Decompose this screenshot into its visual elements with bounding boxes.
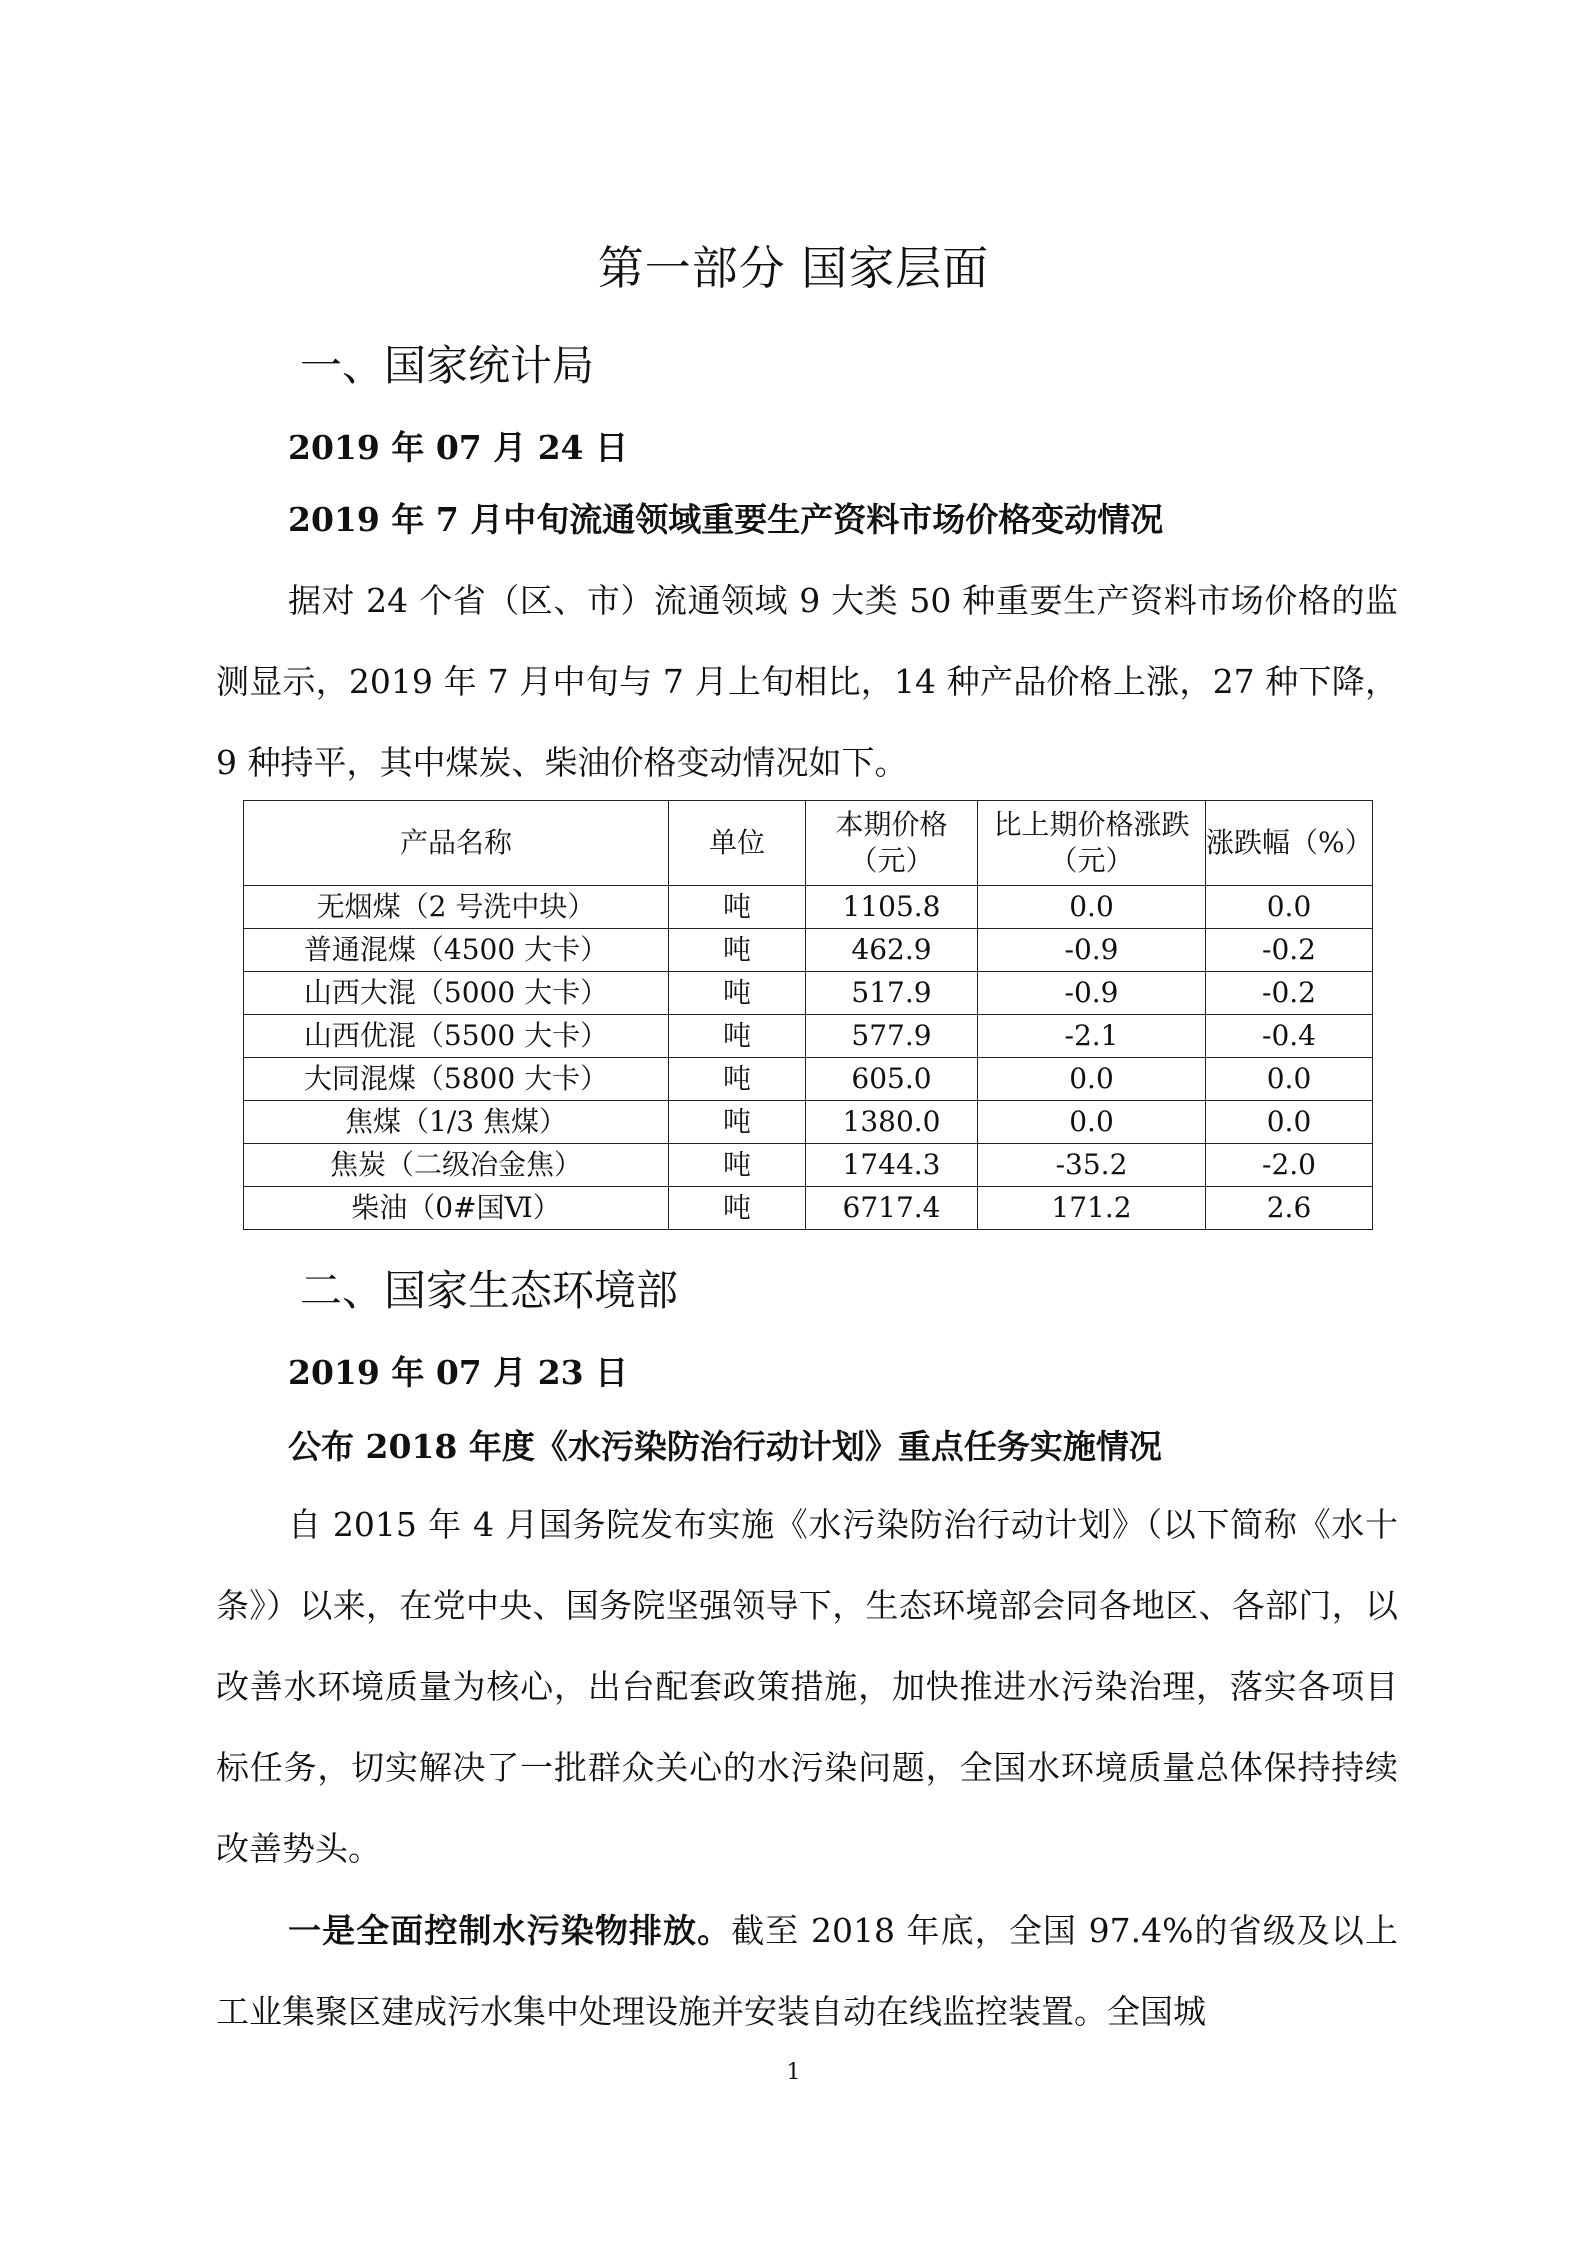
cell-unit: 吨	[669, 929, 806, 972]
cell-price: 1744.3	[806, 1144, 978, 1187]
table-row	[244, 886, 1373, 929]
cell-product: 柴油（0#国Ⅵ）	[244, 1187, 669, 1230]
cell-change: -0.9	[978, 972, 1206, 1015]
cell-product: 山西优混（5500 大卡）	[244, 1015, 669, 1058]
part-title: 第一部分 国家层面	[597, 241, 990, 295]
table-row	[244, 1058, 1373, 1101]
cell-price: 605.0	[806, 1058, 978, 1101]
cell-product: 山西大混（5000 大卡）	[244, 972, 669, 1015]
cell-percent: 0.0	[1206, 1101, 1373, 1144]
table-header-row	[244, 801, 1373, 886]
cell-change: 0.0	[978, 1058, 1206, 1101]
header-price-change: 比上期价格涨跌（元）	[978, 801, 1206, 886]
cell-price: 1380.0	[806, 1101, 978, 1144]
table-row	[244, 972, 1373, 1015]
cell-price: 6717.4	[806, 1187, 978, 1230]
article-headline: 2019 年 7 月中旬流通领域重要生产资料市场价格变动情况	[288, 500, 1164, 539]
cell-percent: 2.6	[1206, 1187, 1373, 1230]
section-date: 2019 年 07 月 24 日	[288, 428, 629, 467]
cell-price: 1105.8	[806, 886, 978, 929]
paragraph-lead-bold: 一是全面控制水污染物排放。	[288, 1911, 732, 1950]
cell-product: 焦炭（二级冶金焦）	[244, 1144, 669, 1187]
header-unit: 单位	[669, 801, 806, 886]
cell-percent: -2.0	[1206, 1144, 1373, 1187]
table-row	[244, 1101, 1373, 1144]
page-number: 1	[786, 2060, 801, 2085]
cell-product: 大同混煤（5800 大卡）	[244, 1058, 669, 1101]
cell-price: 462.9	[806, 929, 978, 972]
cell-change: -0.9	[978, 929, 1206, 972]
cell-percent: -0.2	[1206, 929, 1373, 972]
article-paragraph: 自 2015 年 4 月国务院发布实施《水污染防治行动计划》（以下简称《水十条》）以来，在党中央、国务院坚强领导下，生态环境部会同各地区、各部门，以改善水环境质量为核心，出台配套政策措施，加快推进水污染治理，落实各项目标任务，切实解决了一批群众关心的水污染问题，全国水环境质量总体保持持续改善势头。	[216, 1505, 1398, 1868]
table-row	[244, 1015, 1373, 1058]
table-row	[244, 1187, 1373, 1230]
cell-unit: 吨	[669, 886, 806, 929]
cell-product: 普通混煤（4500 大卡）	[244, 929, 669, 972]
cell-percent: 0.0	[1206, 1058, 1373, 1101]
cell-price: 577.9	[806, 1015, 978, 1058]
cell-change: -35.2	[978, 1144, 1206, 1187]
cell-unit: 吨	[669, 1058, 806, 1101]
cell-change: 0.0	[978, 1101, 1206, 1144]
article-paragraph: 据对 24 个省（区、市）流通领域 9 大类 50 种重要生产资料市场价格的监测显示，2019 年 7 月中旬与 7 月上旬相比，14 种产品价格上涨，27 种下降，9 种持平，其中煤炭、柴油价格变动情况如下。	[216, 581, 1398, 782]
table-row	[244, 1144, 1373, 1187]
cell-unit: 吨	[669, 1101, 806, 1144]
article-paragraph	[216, 1890, 1398, 2052]
table-row	[244, 929, 1373, 972]
header-product-name: 产品名称	[244, 801, 669, 886]
cell-change: 0.0	[978, 886, 1206, 929]
cell-percent: 0.0	[1206, 886, 1373, 929]
cell-unit: 吨	[669, 1144, 806, 1187]
cell-product: 无烟煤（2 号洗中块）	[244, 886, 669, 929]
cell-percent: -0.2	[1206, 972, 1373, 1015]
section-date: 2019 年 07 月 23 日	[288, 1353, 629, 1392]
header-change-percent: 涨跌幅（%）	[1206, 801, 1373, 886]
paragraph-body: 截至 2018 年底，全国 97.4%的省级及以上工业集聚区建成污水集中处理设施并安装自动在线监控装置。全国城	[216, 1911, 1398, 2031]
cell-unit: 吨	[669, 1187, 806, 1230]
article-headline: 公布 2018 年度《水污染防治行动计划》重点任务实施情况	[288, 1427, 1162, 1466]
cell-price: 517.9	[806, 972, 978, 1015]
cell-change: 171.2	[978, 1187, 1206, 1230]
section-title-ecology-ministry: 二、国家生态环境部	[300, 1266, 679, 1315]
cell-unit: 吨	[669, 972, 806, 1015]
header-current-price: 本期价格（元）	[806, 801, 978, 886]
cell-percent: -0.4	[1206, 1015, 1373, 1058]
price-table	[243, 800, 1373, 1230]
cell-unit: 吨	[669, 1015, 806, 1058]
section-title-stats-bureau: 一、国家统计局	[300, 341, 595, 390]
cell-change: -2.1	[978, 1015, 1206, 1058]
cell-product: 焦煤（1/3 焦煤）	[244, 1101, 669, 1144]
